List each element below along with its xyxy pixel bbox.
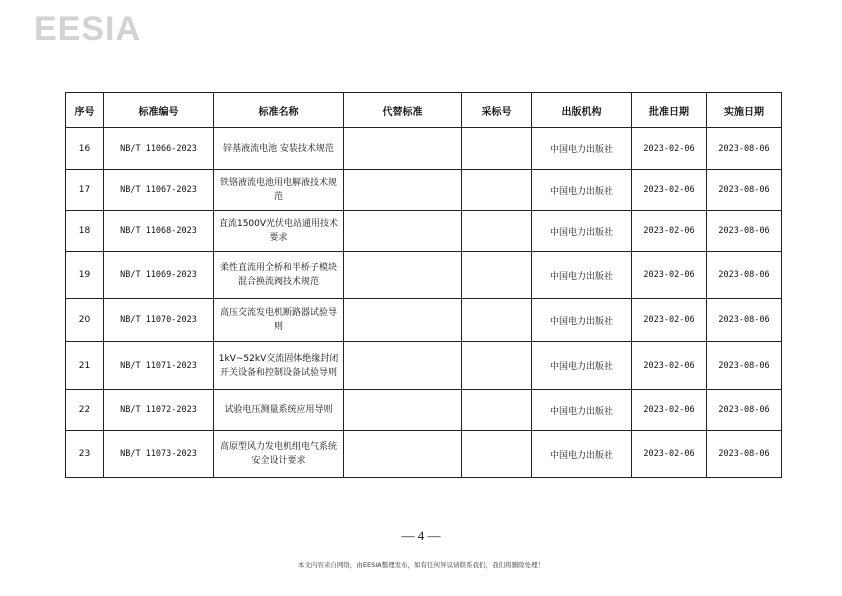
cell-publisher: 中国电力出版社 xyxy=(532,211,632,252)
cell-approved: 2023-02-06 xyxy=(632,431,707,478)
cell-adopt xyxy=(462,342,532,390)
cell-no: 20 xyxy=(66,299,104,342)
eesia-watermark-logo: EESIA xyxy=(34,10,142,48)
cell-approved: 2023-02-06 xyxy=(632,342,707,390)
table-row xyxy=(66,431,782,478)
cell-name: 柔性直流用全桥和半桥子模块混合换流阀技术规范 xyxy=(214,252,344,299)
cell-name: 直流1500V光伏电站通用技术要求 xyxy=(214,211,344,252)
cell-code: NB/T 11068-2023 xyxy=(104,211,214,252)
cell-approved: 2023-02-06 xyxy=(632,128,707,170)
footer-disclaimer: 本文内容来自网络，由EESIA整理发布，如有任何异议请联系我们，我们将删除处理！ xyxy=(297,561,545,569)
header-replaces: 代替标准 xyxy=(344,93,462,128)
cell-effective: 2023-08-06 xyxy=(707,342,782,390)
cell-approved: 2023-02-06 xyxy=(632,252,707,299)
header-code: 标准编号 xyxy=(104,93,214,128)
table-header-row xyxy=(66,93,782,128)
cell-name: 试验电压测量系统应用导则 xyxy=(214,390,344,431)
cell-approved: 2023-02-06 xyxy=(632,390,707,431)
cell-replaces xyxy=(344,252,462,299)
cell-name: 铁铬液流电池用电解液技术规范 xyxy=(214,170,344,211)
cell-replaces xyxy=(344,390,462,431)
header-publisher: 出版机构 xyxy=(532,93,632,128)
header-name: 标准名称 xyxy=(214,93,344,128)
header-no: 序号 xyxy=(66,93,104,128)
cell-adopt xyxy=(462,128,532,170)
cell-adopt xyxy=(462,431,532,478)
header-effective: 实施日期 xyxy=(707,93,782,128)
cell-approved: 2023-02-06 xyxy=(632,299,707,342)
cell-replaces xyxy=(344,211,462,252)
cell-replaces xyxy=(344,128,462,170)
cell-replaces xyxy=(344,170,462,211)
cell-adopt xyxy=(462,170,532,211)
cell-code: NB/T 11072-2023 xyxy=(104,390,214,431)
cell-approved: 2023-02-06 xyxy=(632,211,707,252)
cell-code: NB/T 11067-2023 xyxy=(104,170,214,211)
cell-publisher: 中国电力出版社 xyxy=(532,299,632,342)
cell-replaces xyxy=(344,342,462,390)
cell-publisher: 中国电力出版社 xyxy=(532,252,632,299)
cell-effective: 2023-08-06 xyxy=(707,390,782,431)
cell-no: 23 xyxy=(66,431,104,478)
cell-code: NB/T 11069-2023 xyxy=(104,252,214,299)
cell-no: 16 xyxy=(66,128,104,170)
table-row xyxy=(66,211,782,252)
cell-effective: 2023-08-06 xyxy=(707,431,782,478)
cell-no: 21 xyxy=(66,342,104,390)
page-number: — 4 — xyxy=(401,528,441,543)
cell-effective: 2023-08-06 xyxy=(707,252,782,299)
cell-replaces xyxy=(344,431,462,478)
cell-no: 22 xyxy=(66,390,104,431)
cell-code: NB/T 11066-2023 xyxy=(104,128,214,170)
standards-table xyxy=(65,92,782,478)
cell-code: NB/T 11071-2023 xyxy=(104,342,214,390)
cell-adopt xyxy=(462,299,532,342)
cell-publisher: 中国电力出版社 xyxy=(532,170,632,211)
cell-adopt xyxy=(462,252,532,299)
cell-adopt xyxy=(462,390,532,431)
cell-approved: 2023-02-06 xyxy=(632,170,707,211)
cell-code: NB/T 11073-2023 xyxy=(104,431,214,478)
table-row xyxy=(66,342,782,390)
cell-publisher: 中国电力出版社 xyxy=(532,342,632,390)
cell-no: 19 xyxy=(66,252,104,299)
header-adopt: 采标号 xyxy=(462,93,532,128)
cell-name: 高压交流发电机断路器试验导则 xyxy=(214,299,344,342)
table-row xyxy=(66,128,782,170)
cell-no: 17 xyxy=(66,170,104,211)
cell-effective: 2023-08-06 xyxy=(707,299,782,342)
table-row xyxy=(66,299,782,342)
table-row xyxy=(66,390,782,431)
cell-effective: 2023-08-06 xyxy=(707,170,782,211)
cell-adopt xyxy=(462,211,532,252)
cell-publisher: 中国电力出版社 xyxy=(532,390,632,431)
header-approved: 批准日期 xyxy=(632,93,707,128)
table-row xyxy=(66,170,782,211)
cell-publisher: 中国电力出版社 xyxy=(532,431,632,478)
cell-effective: 2023-08-06 xyxy=(707,128,782,170)
cell-effective: 2023-08-06 xyxy=(707,211,782,252)
table-row xyxy=(66,252,782,299)
cell-no: 18 xyxy=(66,211,104,252)
cell-code: NB/T 11070-2023 xyxy=(104,299,214,342)
cell-name: 高原型风力发电机组电气系统安全设计要求 xyxy=(214,431,344,478)
cell-replaces xyxy=(344,299,462,342)
cell-name: 锌基液流电池 安装技术规范 xyxy=(214,128,344,170)
cell-name: 1kV~52kV交流固体绝缘封闭开关设备和控制设备试验导则 xyxy=(214,342,344,390)
cell-publisher: 中国电力出版社 xyxy=(532,128,632,170)
